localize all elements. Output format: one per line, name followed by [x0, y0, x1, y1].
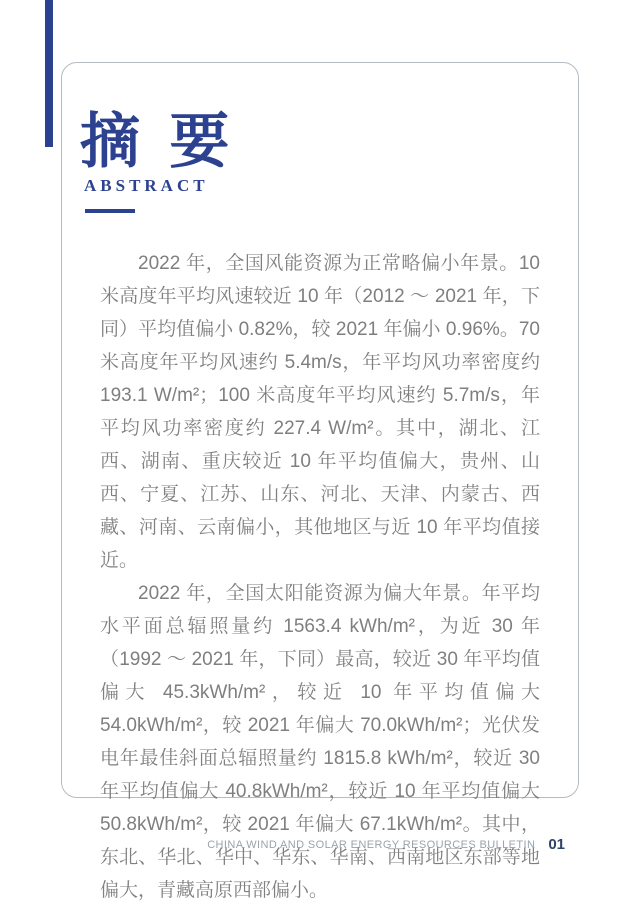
- abstract-paragraph-solar: 2022 年，全国太阳能资源为偏大年景。年平均水平面总辐照量约 1563.4 kWh/m²，为近 30 年（1992 ～ 2021 年，下同）最高，较近 30 年平均值偏大 45.3kWh/m²，较近 10 年平均值偏大 54.0kWh/m²，较 2021 年偏大 70.0kWh/m²；光伏发电年最佳斜面总辐照量约 1815.8 kWh/m²，较近 30 年平均值偏大 40.8kWh/m²，较近 10 年平均值偏大 50.8kWh/m²，较 2021 年偏大 67.1kWh/m²。其中，东北、华北、华中、华东、华南、西南地区东部等地偏大，青藏高原西部偏小。: [100, 583, 540, 901]
- page-subtitle: ABSTRACT: [84, 176, 209, 195]
- abstract-paragraph-wind: 2022 年，全国风能资源为正常略偏小年景。10 米高度年平均风速较近 10 年（2012 ～ 2021 年，下同）平均值偏小 0.82%，较 2021 年偏小 0.96%。70 米高度年平均风速约 5.4m/s，年平均风功率密度约 193.1 W/m²；100 米高度年平均风速约 5.7m/s，年平均风功率密度约 227.4 W/m²。其中，湖北、江西、湖南、重庆较近 10 年平均值偏大，贵州、山西、宁夏、江苏、山东、河北、天津、内蒙古、西藏、河南、云南偏小，其他地区与近 10 年平均值接近。: [100, 253, 540, 571]
- page-edge-accent-bar: [45, 0, 53, 147]
- footer-bulletin-title: CHINA WIND AND SOLAR ENERGY RESOURCES BULLETIN: [207, 838, 536, 851]
- page-title: 摘 要: [80, 109, 237, 175]
- page-number: 01: [548, 836, 565, 853]
- abstract-body: [100, 247, 540, 905]
- page-footer: [207, 836, 565, 853]
- title-underline: [85, 209, 135, 213]
